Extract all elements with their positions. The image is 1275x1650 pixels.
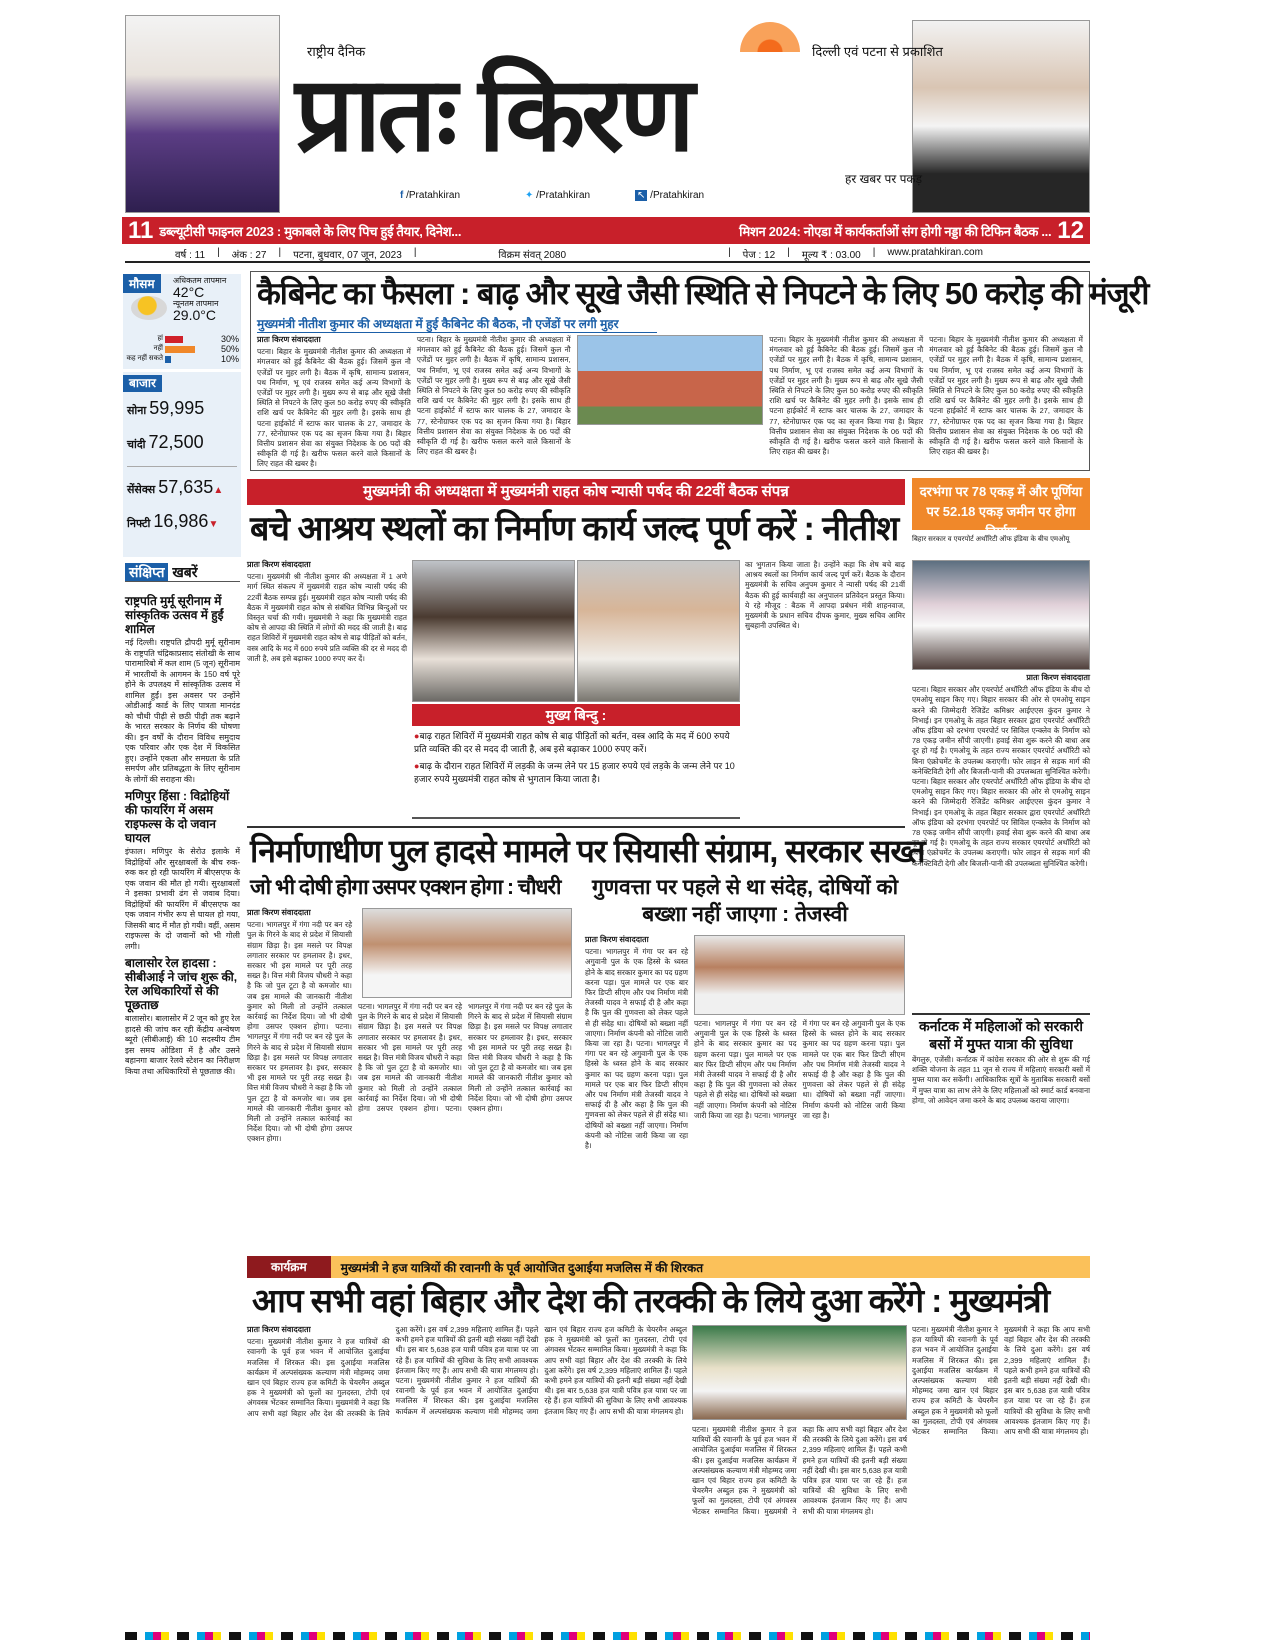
bullet-icon: ● [414,731,420,741]
min-temp-label: न्यूनतम तापमान [173,299,219,308]
story4-banner: कार्यक्रम मुख्यमंत्री ने हज यात्रियों की रवानगी के पूर्व आयोजित दुआईया मजलिस में की शिरकत [247,1256,1090,1278]
max-temp-label: अधिकतम तापमान [173,276,227,285]
min-temp: 29.0°C [173,307,216,323]
story4-body-right: पटना। मुख्यमंत्री नीतीश कुमार ने हज यात्रियों की रवानगी के पूर्व हज भवन में आयोजित दुआईया मजलिस में शिरकत की। इस दुआईया मजलिस कार्यक्रम में अल्पसंख्यक कल्याण मंत्री मोहम्मद जमा खान एवं बिहार राज्य हज कमिटी के चेयरमैन अब्दुल हक ने मुख्यमंत्री को फूलों का गुलदस्ता, टोपी एवं अंगवस्त्र भेंटकर सम्मानित किया। मुख्यमंत्री ने कहा कि आप सभी वहां बिहार और देश की तरक्की के लिये दुआ करेंगे। इस वर्ष 2,399 महिलाएं शामिल हैं। पहले कभी हमने हज यात्रियों की इतनी बड़ी संख्या नहीं देखी थी। इस बार 5,638 हज यात्री पवित्र हज यात्रा पर जा रहे हैं। हज यात्रियों की सुविधा के लिए सभी आवश्यक इंतजाम किए गए हैं। आप सभी की यात्रा मंगलमय हो। [912,1325,1090,1437]
arrow-up-icon: ▲ [213,485,224,496]
section-label: कार्यक्रम [247,1256,331,1278]
weather-sun-icon [131,296,167,320]
story4-body-left: प्रातः किरण संवाददाता पटना। मुख्यमंत्री नीतीश कुमार ने हज यात्रियों की रवानगी के पूर्व हज भवन में आयोजित दुआईया मजलिस में शिरकत की। इस दुआईया मजलिस कार्यक्रम में अल्पसंख्यक कल्याण मंत्री मोहम्मद जमा खान एवं बिहार राज्य हज कमिटी के चेयरमैन अब्दुल हक ने मुख्यमंत्री को फूलों का गुलदस्ता, टोपी एवं अंगवस्त्र भेंटकर सम्मानित किया। मुख्यमंत्री ने कहा कि आप सभी वहां बिहार और देश की तरक्की के लिये दुआ करेंगे। इस वर्ष 2,399 महिलाएं शामिल हैं। पहले कभी हमने हज यात्रियों की इतनी बड़ी संख्या नहीं देखी थी। इस बार 5,638 हज यात्री पवित्र हज यात्रा पर जा रहे हैं। हज यात्रियों की सुविधा के लिए सभी आवश्यक इंतजाम किए गए हैं। आप सभी की यात्रा मंगलमय हो। पटना। मुख्यमंत्री नीतीश कुमार ने हज यात्रियों की रवानगी के पूर्व हज भवन में आयोजित दुआईया मजलिस में शिरकत की। इस दुआईया मजलिस कार्यक्रम में अल्पसंख्यक कल्याण मंत्री मोहम्मद जमा खान एवं बिहार राज्य हज कमिटी के चेयरमैन अब्दुल हक ने मुख्यमंत्री को फूलों का गुलदस्ता, टोपी एवं अंगवस्त्र भेंटकर सम्मानित किया। मुख्यमंत्री ने कहा कि आप सभी वहां बिहार और देश की तरक्की के लिये दुआ करेंगे। इस वर्ष 2,399 महिलाएं शामिल हैं। पहले कभी हमने हज यात्रियों की इतनी बड़ी संख्या नहीं देखी थी। इस बार 5,638 हज यात्री पवित्र हज यात्रा पर जा रहे हैं। हज यात्रियों की सुविधा के लिए सभी आवश्यक इंतजाम किए गए हैं। आप सभी की यात्रा मंगलमय हो। [247,1325,687,1418]
date: पटना, बुधवार, 07 जून, 2023 [293,250,402,261]
pages: पेज : 12 [742,250,776,261]
price: मूल्य ₹ : 03.00 [801,250,861,261]
ticker-bar [122,217,1090,244]
poll-bar [165,356,171,363]
story3-body-right-cont: पटना। भागलपुर में गंगा पर बन रहे अगुवानी पुल के एक हिस्से के ध्वस्त होने के बाद सरकार कुमार का पद ग्रहण करना पड़ा। पुल मामले पर एक बार फिर डिप्टी सीएम और पथ निर्माण मंत्री तेजस्वी यादव ने सफाई दी है और कहा है कि पुल की गुणवत्ता को लेकर पहले से ही संदेह था। दोषियों को बख्शा नहीं जाएगा। निर्माण कंपनी को नोटिस जारी किया जा रहा है। पटना। भागलपुर में गंगा पर बन रहे अगुवानी पुल के एक हिस्से के ध्वस्त होने के बाद सरकार कुमार का पद ग्रहण करना पड़ा। पुल मामले पर एक बार फिर डिप्टी सीएम और पथ निर्माण मंत्री तेजस्वी यादव ने सफाई दी है और कहा है कि पुल की गुणवत्ता को लेकर पहले से ही संदेह था। दोषियों को बख्शा नहीं जाएगा। निर्माण कंपनी को नोटिस जारी किया जा रहा है। [694,1019,905,1120]
poll-row: हां 30% [157,334,239,344]
social-twitter[interactable]: ✦ /Pratahkiran [525,190,591,201]
ticker-left-page: 11 [128,216,154,244]
airport-body: प्रातः किरण संवाददाता पटना। बिहार सरकार और एयरपोर्ट अथॉरिटी ऑफ इंडिया के बीच दो एमओयू साइन किए गए। बिहार सरकार की ओर से एमओयू साइन करने की जिम्मेदारी रेजिडेंट कमिश्नर आईएएस कुंदन कुमार ने निभाई। इन एमओयू के तहत बिहार सरकार द्वारा एयरपोर्ट अथॉरिटी ऑफ इंडिया को दरभंगा एयरपोर्ट पर सिविल एन्क्लेव के निर्माण को 78 एकड़ जमीन सौंपी जाएगी। हवाई सेवा शुरू करने की बाधा अब दूर हो गई है। एमओयू के तहत राज्य सरकार एयरपोर्ट अथॉरिटी को बिना एंक्रोचमेंट के उपलब्ध कराएगी। फोर लाइन से सड़क मार्ग की कनेक्टिविटी देगी और बिजली-पानी की उपलब्धता सुनिश्चित करेगी। पटना। बिहार सरकार और एयरपोर्ट अथॉरिटी ऑफ इंडिया के बीच दो एमओयू साइन किए गए। बिहार सरकार की ओर से एमओयू साइन करने की जिम्मेदारी रेजिडेंट कमिश्नर आईएएस कुंदन कुमार ने निभाई। इन एमओयू के तहत बिहार सरकार द्वारा एयरपोर्ट अथॉरिटी ऑफ इंडिया को दरभंगा एयरपोर्ट पर सिविल एन्क्लेव के निर्माण को 78 एकड़ जमीन सौंपी जाएगी। हवाई सेवा शुरू करने की बाधा अब दूर हो गई है। एमओयू के तहत राज्य सरकार एयरपोर्ट अथॉरिटी को बिना एंक्रोचमेंट के उपलब्ध कराएगी। फोर लाइन से सड़क मार्ग की कनेक्टिविटी देगी और बिजली-पानी की उपलब्धता सुनिश्चित करेगी। [912,673,1090,868]
color-registration-bar [125,1632,1090,1640]
weather-label: मौसम [123,274,161,293]
brief-item [125,789,240,952]
brief-title[interactable]: राष्ट्रपति मुर्मू सूरीनाम में सांस्कृतिक उत्सव में हुईं शामिल [125,594,224,636]
gold-price: सोना 59,995 [127,398,205,418]
story3-right-block [585,935,905,1248]
ticker-right-link[interactable]: मिशन 2024: नोएडा में कार्यकर्ताओं संग होगी नड्डा की टिफिन बैठक ... [739,223,1052,239]
mou-photo [912,560,1090,670]
divider [247,826,905,828]
website-link[interactable]: www.pratahkiran.com [887,247,983,258]
ticker-left-link[interactable]: डब्ल्यूटीसी फाइनल 2023 : मुकाबले के लिए पिच हुई तैयार, दिनेश... [159,223,462,239]
karnataka-headline[interactable]: कर्नाटक में महिलाओं को सरकारी बसों में मुफ्त यात्रा की सुविधा [912,1013,1090,1053]
story3-sub-right[interactable]: गुणवत्ता पर पहले से था संदेह, दोषियों को बख्शा नहीं जाएगा : तेजस्वी [591,876,899,926]
weather-box [123,274,241,369]
sun-logo-icon [740,22,800,52]
story4-body-mid: पटना। मुख्यमंत्री नीतीश कुमार ने हज यात्रियों की रवानगी के पूर्व हज भवन में आयोजित दुआईया मजलिस में शिरकत की। इस दुआईया मजलिस कार्यक्रम में अल्पसंख्यक कल्याण मंत्री मोहम्मद जमा खान एवं बिहार राज्य हज कमिटी के चेयरमैन अब्दुल हक ने मुख्यमंत्री को फूलों का गुलदस्ता, टोपी एवं अंगवस्त्र भेंटकर सम्मानित किया। मुख्यमंत्री ने कहा कि आप सभी वहां बिहार और देश की तरक्की के लिये दुआ करेंगे। इस वर्ष 2,399 महिलाएं शामिल हैं। पहले कभी हमने हज यात्रियों की इतनी बड़ी संख्या नहीं देखी थी। इस बार 5,638 हज यात्री पवित्र हज यात्रा पर जा रहे हैं। हज यात्रियों की सुविधा के लिए सभी आवश्यक इंतजाम किए गए हैं। आप सभी की यात्रा मंगलमय हो। [692,1425,907,1516]
key-points-box: मुख्य बिन्दु : ●बाढ़ राहत शिविरों में मुख्यमंत्री राहत कोष से बाढ़ पीड़ितों को बर्तन, वस्त्र आदि के मद में 600 रुपये प्रति व्यक्ति की दर से मदद दी जाती है, अब इसे बढ़ाकर 1000 रुपए करें। ●बाढ़ के दौरान राहत शिविरों में लड़की के जन्म लेने पर 15 हजार रुपये एवं लड़के के जन्म लेने पर 10 हजार रुपये मुख्यमंत्री राहत कोष से भुगतान किया जाता है। [412,704,740,819]
nitish-photo [577,560,740,702]
bullet-icon: ● [414,761,420,771]
poll-bar [165,346,195,353]
hajj-event-photo [692,1325,907,1420]
poll-row: नहीं 50% [153,344,239,354]
body-text: पटना। बिहार के मुख्यमंत्री नीतीश कुमार की अध्यक्षता में मंगलवार को हुई कैबिनेट की बैठक हुई। जिसमें कुल नौ एजेंडों पर मुहर लगी है। बैठक में कृषि, सामान्य प्रशासन, पथ निर्माण, भू एवं राजस्व समेत कई अन्य विभागों के एजेंडों पर मुहर लगी है। मुख्य रूप से बाढ़ और सूखे जैसी स्थिति से निपटने के लिए कुल 50 करोड़ रुपए की स्वीकृति राशि खर्च पर कैबिनेट की मुहर लगी है। इसके साथ ही पटना हाईकोर्ट में स्टाफ कार चालक के 27, जमादार के 77, स्टेनोग्राफर एक पद का सृजन किया गया है। बिहार वित्तीय प्रशासन सेवा का संयुक्त निदेशक के 06 पदों की स्वीकृति दी गई है। खरीफ फसल करने वाले किसानों के लिए राहत की खबर है। [769,335,924,457]
samvat: विक्रम संवत् 2080 [498,250,567,261]
info-bar: वर्ष : 11 | अंक : 27 | पटना, बुधवार, 07 जून, 2023 | विक्रम संवत् 2080 | पेज : 12 | मूल्य ₹ : 03.00 | www.pratahkiran.com [125,247,1090,263]
social-web[interactable]: ↖ /Pratahkiran [637,190,705,201]
airport-story-box: दरभंगा पर 78 एकड़ में और पूर्णिया पर 52.18 एकड़ जमीन पर होगा निर्माण [912,478,1090,530]
story3-body-left-cont: पटना। भागलपुर में गंगा नदी पर बन रहे पुल के गिरने के बाद से प्रदेश में सियासी संग्राम छिड़ा है। इस मसले पर विपक्ष लगातार सरकार पर हमलावर है। इधर, सरकार भी इस मामले पर पूरी तरह सख्त है। वित्त मंत्री विजय चौधरी ने कहा है कि जो पुल टूटा है वो कमजोर था। जब इस मामले की जानकारी नीतीश कुमार को मिली तो उन्होंने तत्काल कार्रवाई का निर्देश दिया। जो भी दोषी होगा उसपर एक्शन होगा। पटना। भागलपुर में गंगा नदी पर बन रहे पुल के गिरने के बाद से प्रदेश में सियासी संग्राम छिड़ा है। इस मसले पर विपक्ष लगातार सरकार पर हमलावर है। इधर, सरकार भी इस मामले पर पूरी तरह सख्त है। वित्त मंत्री विजय चौधरी ने कहा है कि जो पुल टूटा है वो कमजोर था। जब इस मामले की जानकारी नीतीश कुमार को मिली तो उन्होंने तत्काल कार्रवाई का निर्देश दिया। जो भी दोषी होगा उसपर एक्शन होगा। [358,1002,572,1114]
tejashwi-photo [694,935,905,1015]
brief-item [125,956,240,1077]
market-label: बाजार [123,375,162,392]
story3-body-right: प्रातः किरण संवाददाता पटना। भागलपुर में गंगा पर बन रहे अगुवानी पुल के एक हिस्से के ध्वस्त होने के बाद सरकार कुमार का पद ग्रहण करना पड़ा। पुल मामले पर एक बार फिर डिप्टी सीएम और पथ निर्माण मंत्री तेजस्वी यादव ने सफाई दी है और कहा है कि पुल की गुणवत्ता को लेकर पहले से ही संदेह था। दोषियों को बख्शा नहीं जाएगा। निर्माण कंपनी को नोटिस जारी किया जा रहा है। पटना। भागलपुर में गंगा पर बन रहे अगुवानी पुल के एक हिस्से के ध्वस्त होने के बाद सरकार कुमार का पद ग्रहण करना पड़ा। पुल मामले पर एक बार फिर डिप्टी सीएम और पथ निर्माण मंत्री तेजस्वी यादव ने सफाई दी है और कहा है कि पुल की गुणवत्ता को लेकर पहले से ही संदेह था। दोषियों को बख्शा नहीं जाएगा। निर्माण कंपनी को नोटिस जारी किया जा रहा है। [585,935,688,1151]
sensex-value: सेंसेक्स 57,635▲ [127,466,237,501]
airport-caption: बिहार सरकार व एयरपोर्ट अथॉरिटी ऑफ इंडिया के बीच एमओयू [912,536,1070,543]
vijay-chaudhary-photo [362,908,572,998]
brief-item [125,594,240,785]
brief-news-list [125,590,240,1620]
secretariat-photo [577,335,764,425]
officials-photo [412,560,575,702]
nifty-value: निफ्टी 16,986▼ [127,511,219,531]
silver-price: चांदी 72,500 [127,432,204,452]
brief-body: बालासोर। बालासोर में 2 जून को हुए रेल हादसे की जांच कर रही केंद्रीय अन्वेषण ब्यूरो (सीबीआई) की 10 सदस्यीय टीम इस समय ओडिशा में है और उसने बहानगा बाजार रेलवे स्टेशन का निरीक्षण किया तथा अधिकारियों से पूछताछ की। [125,1014,240,1076]
facebook-icon: f [400,190,407,201]
brief-body: नई दिल्ली। राष्ट्रपति द्रौपदी मुर्मू सूरीनाम के राष्ट्रपति चंद्रिकाप्रसाद संतोखी के साथ पारामारिबो में कल शाम (5 जून) सूरीनाम में भारतीयों के आगमन के 150 वर्ष पूरे होने के उपलक्ष्य में सांस्कृतिक उत्सव में शामिल हुईं। इस अवसर पर उन्होंने ओडीआई कार्ड के लिए पात्रता मानदंड को चौथी पीढ़ी से छठी पीढ़ी तक बढ़ाने के भारत सरकार के निर्णय की घोषणा की। इन वर्षों के दौरान विविध समुदाय एक परिवार और एक देश में विकसित हुए। उन्होंने एकता और समग्रता के प्रति समर्पण और प्रतिबद्धता के लिए सूरीनाम के लोगों की सराहना की। [125,638,240,784]
web-icon: ↖ [637,190,646,201]
story2-body: प्रातः किरण संवाददाता पटना। मुख्यमंत्री श्री नीतीश कुमार की अध्यक्षता में 1 अणे मार्ग स्थित संकल्प में मुख्यमंत्री राहत कोष न्यासी पर्षद की 22वीं बैठक सम्पन्न हुई। मुख्यमंत्री राहत कोष न्यासी पर्षद की बैठक में मुख्यमंत्री राहत कोष से संबंधित विभिन्न बिन्दुओं पर विस्तृत चर्चा की गयी। मुख्यमंत्री ने कहा कि मुख्यमंत्री राहत कोष से आपदा की स्थिति में लोगों की मदद की जाती है। बाढ़ राहत शिविरों में मुख्यमंत्री राहत कोष से बाढ़ पीड़ितों को बर्तन, वस्त्र आदि के मद में 600 रुपये प्रति व्यक्ति की दर से मदद दी जाती है, अब इसे बढ़ाकर 1000 रुपए कर दें। [247,560,407,663]
story-cabinet [250,271,1149,471]
story3-left-block [247,908,572,1248]
subhead: मुख्यमंत्री नीतीश कुमार की अध्यक्षता में हुई कैबिनेट की बैठक, नौ एजेंडों पर लगी मुहर [257,315,657,333]
masthead-title: प्रातः किरण [295,57,691,173]
story3-sub-left[interactable]: जो भी दोषी होगा उसपर एक्शन होगा : चौधरी [250,876,561,899]
tagline-right: दिल्ली एवं पटना से प्रकाशित [812,44,943,59]
social-facebook[interactable]: f /Pratahkiran [400,190,461,201]
poll-bar [165,336,183,343]
arrow-down-icon: ▼ [208,519,219,530]
story2-headline[interactable]: बचे आश्रय स्थलों का निर्माण कार्य जल्द पूर्ण करें : नीतीश [250,510,899,548]
story4-headline[interactable]: आप सभी वहां बिहार और देश की तरक्की के लिये दुआ करेंगे : मुख्यमंत्री [252,1282,1050,1319]
brief-news-header: संक्षिप्त खबरें [125,563,240,582]
headline[interactable]: कैबिनेट का फैसला : बाढ़ और सूखे जैसी स्थिति से निपटने के लिए 50 करोड़ की मंजूरी [257,276,1149,311]
body-text: पटना। बिहार के मुख्यमंत्री नीतीश कुमार की अध्यक्षता में मंगलवार को हुई कैबिनेट की बैठक हुई। जिसमें कुल नौ एजेंडों पर मुहर लगी है। बैठक में कृषि, सामान्य प्रशासन, पथ निर्माण, भू एवं राजस्व समेत कई अन्य विभागों के एजेंडों पर मुहर लगी है। मुख्य रूप से बाढ़ और सूखे जैसी स्थिति से निपटने के लिए कुल 50 करोड़ रुपए की स्वीकृति राशि खर्च पर कैबिनेट की मुहर लगी है। इसके साथ ही पटना हाईकोर्ट में स्टाफ कार चालक के 27, जमादार के 77, स्टेनोग्राफर एक पद का सृजन किया गया है। बिहार वित्तीय प्रशासन सेवा का संयुक्त निदेशक के 06 पदों की स्वीकृति दी गई है। खरीफ फसल करने वाले किसानों के लिए राहत की खबर है। [257,347,411,469]
ticker-right-page: 12 [1057,216,1084,244]
twitter-icon: ✦ [525,190,537,201]
issue: अंक : 27 [231,250,267,261]
poll-row: कह नहीं सकते 10% [126,354,239,364]
story3-body-left: प्रातः किरण संवाददाता पटना। भागलपुर में गंगा नदी पर बन रहे पुल के गिरने के बाद से प्रदेश में सियासी संग्राम छिड़ा है। इस मसले पर विपक्ष लगातार सरकार पर हमलावर है। इधर, सरकार भी इस मामले पर पूरी तरह सख्त है। वित्त मंत्री विजय चौधरी ने कहा है कि जो पुल टूटा है वो कमजोर था। जब इस मामले की जानकारी नीतीश कुमार को मिली तो उन्होंने तत्काल कार्रवाई का निर्देश दिया। जो भी दोषी होगा उसपर एक्शन होगा। पटना। भागलपुर में गंगा नदी पर बन रहे पुल के गिरने के बाद से प्रदेश में सियासी संग्राम छिड़ा है। इस मसले पर विपक्ष लगातार सरकार पर हमलावर है। इधर, सरकार भी इस मामले पर पूरी तरह सख्त है। वित्त मंत्री विजय चौधरी ने कहा है कि जो पुल टूटा है वो कमजोर था। जब इस मामले की जानकारी नीतीश कुमार को मिली तो उन्होंने तत्काल कार्रवाई का निर्देश दिया। जो भी दोषी होगा उसपर एक्शन होगा। [247,908,352,1144]
story2-body-right: का भुगतान किया जाता है। उन्होंने कहा कि शेष बचे बाढ़ आश्रय स्थलों का निर्माण कार्य जल्द पूर्ण करें। बैठक के दौरान मुख्यमंत्री के सचिव अनुपम कुमार ने न्यासी पर्षद की 21वीं बैठक की हुई कार्यवाही का अनुपालन प्रतिवेदन प्रस्तुत किया। ये रहे मौजूद : बैठक में आपदा प्रबंधन मंत्री शाहनवाज, मुख्यमंत्री के प्रधान सचिव दीपक कुमार, मुख्य सचिव आमिर सुबहानी उपस्थित थे। [745,560,905,631]
year: वर्ष : 11 [175,250,206,261]
body-text: पटना। बिहार के मुख्यमंत्री नीतीश कुमार की अध्यक्षता में मंगलवार को हुई कैबिनेट की बैठक हुई। जिसमें कुल नौ एजेंडों पर मुहर लगी है। बैठक में कृषि, सामान्य प्रशासन, पथ निर्माण, भू एवं राजस्व समेत कई अन्य विभागों के एजेंडों पर मुहर लगी है। मुख्य रूप से बाढ़ और सूखे जैसी स्थिति से निपटने के लिए कुल 50 करोड़ रुपए की स्वीकृति राशि खर्च पर कैबिनेट की मुहर लगी है। इसके साथ ही पटना हाईकोर्ट में स्टाफ कार चालक के 27, जमादार के 77, स्टेनोग्राफर एक पद का सृजन किया गया है। बिहार वित्तीय प्रशासन सेवा का संयुक्त निदेशक के 06 पदों की स्वीकृति दी गई है। खरीफ फसल करने वाले किसानों के लिए राहत की खबर है। [416,335,571,457]
cricketer-photo [125,15,280,213]
masthead-slogan: हर खबर पर पकड़ [845,172,923,186]
max-temp: 42°C [173,284,205,300]
body-text: पटना। बिहार के मुख्यमंत्री नीतीश कुमार की अध्यक्षता में मंगलवार को हुई कैबिनेट की बैठक हुई। जिसमें कुल नौ एजेंडों पर मुहर लगी है। बैठक में कृषि, सामान्य प्रशासन, पथ निर्माण, भू एवं राजस्व समेत कई अन्य विभागों के एजेंडों पर मुहर लगी है। मुख्य रूप से बाढ़ और सूखे जैसी स्थिति से निपटने के लिए कुल 50 करोड़ रुपए की स्वीकृति राशि खर्च पर कैबिनेट की मुहर लगी है। इसके साथ ही पटना हाईकोर्ट में स्टाफ कार चालक के 27, जमादार के 77, स्टेनोग्राफर एक पद का सृजन किया गया है। बिहार वित्तीय प्रशासन सेवा का संयुक्त निदेशक के 06 पदों की स्वीकृति दी गई है। खरीफ फसल करने वाले किसानों के लिए राहत की खबर है। [929,335,1083,457]
brief-title[interactable]: मणिपुर हिंसा : विद्रोहियों की फायरिंग में असम राइफल्स के दो जवान घायल [125,789,230,845]
story2-banner: मुख्यमंत्री की अध्यक्षता में मुख्यमंत्री राहत कोष न्यासी पर्षद की 22वीं बैठक संपन्न [247,479,905,505]
key-points-title: मुख्य बिन्दु : [412,704,740,726]
karnataka-body: बेंगलुरु, एजेंसी। कर्नाटक में कांग्रेस सरकार की ओर से शुरू की गई शक्ति योजना के तहत 11 जून से राज्य में महिलाएं सरकारी बसों में मुफ्त यात्रा कर सकेंगी। आधिकारिक सूत्रों के मुताबिक सरकारी बसों में मुफ्त यात्रा का लाभ लेने के लिए महिलाओं को स्मार्ट कार्ड बनवाना होगा, जो आवेदन जमा करने के बाद उपलब्ध कराया जाएगा। [912,1055,1090,1105]
brief-body: इंफाल। मणिपुर के सेरोउ इलाके में विद्रोहियों और सुरक्षाबलों के बीच रुक-रुक कर हो रही फायरिंग में बीएसएफ के एक जवान की मौत हो गयी। सुरक्षाबलों ने इसका प्रभावी ढंग से जवाब दिया। विद्रोहियों की फायरिंग में बीएसएफ का एक जवान गंभीर रूप से घायल हो गया, जिसकी बाद में मौत हो गयी। वहीं, असम राइफल्स के दो जवानों को भी गोली लगी। [125,847,240,951]
byline: प्रातः किरण संवाददाता [257,335,321,344]
poll-chart [125,334,239,364]
story3-headline[interactable]: निर्माणाधीण पुल हादसे मामले पर सियासी संग्राम, सरकार सख्त [250,833,925,869]
brief-title[interactable]: बालासोर रेल हादसा : सीबीआई ने जांच शुरू की, रेल अधिकारियों से की पूछताछ [125,956,238,1012]
market-box [123,372,241,557]
tagline-left: राष्ट्रीय दैनिक [307,44,366,59]
